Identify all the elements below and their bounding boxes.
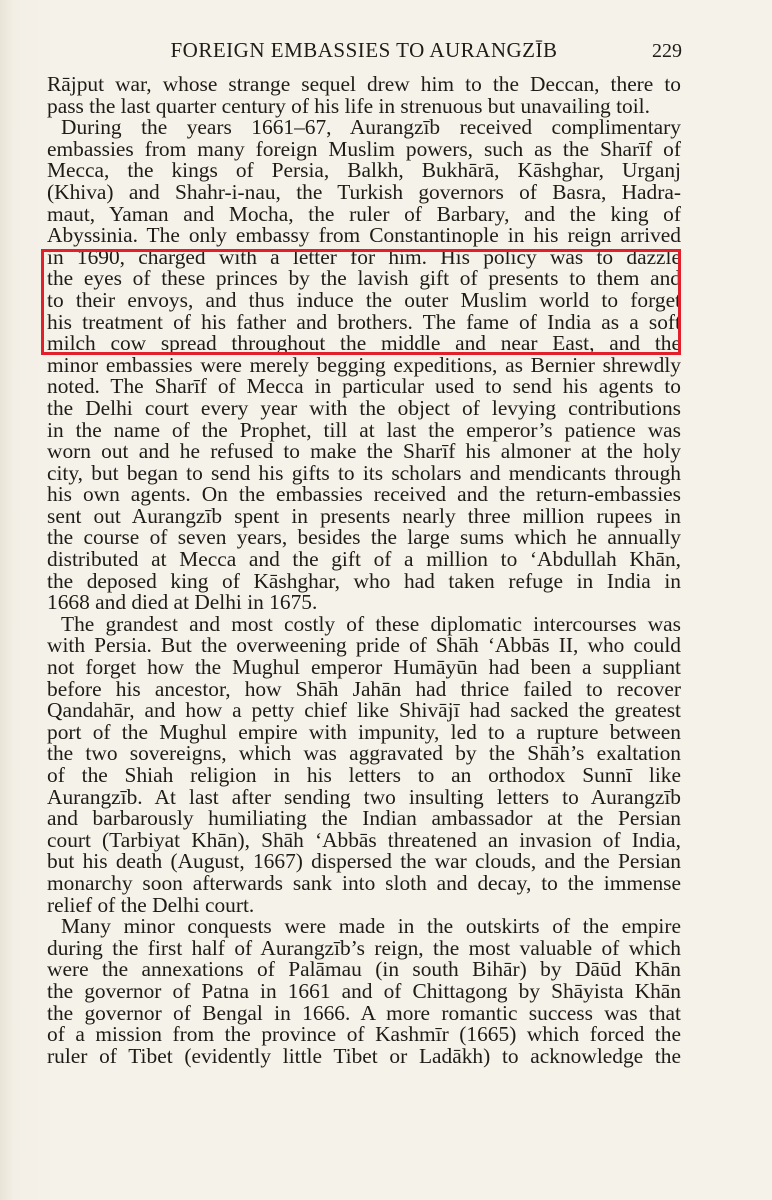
text-line: minor embassies were merely begging expeditions, as Bernier shrewdly xyxy=(47,352,681,377)
text-line: sent out Aurangzīb spent in presents nearly three million rupees in xyxy=(47,503,681,528)
text-line: in 1690, charged with a letter for him. His policy was to dazzle xyxy=(47,244,681,269)
text-line: his own agents. On the embassies received and the return-embassies xyxy=(47,482,681,507)
text-line: in the name of the Prophet, till at last the emperor’s patience was xyxy=(47,417,681,442)
text-line: pass the last quarter century of his life in strenuous but unavailing toil. xyxy=(47,93,650,118)
text-line: worn out and he refused to make the Sharīf his almoner at the holy xyxy=(47,439,681,464)
text-line: During the years 1661–67, Aurangzīb received complimentary xyxy=(61,115,681,140)
body-text xyxy=(47,74,681,1067)
text-line: 1668 and died at Delhi in 1675. xyxy=(47,590,318,615)
text-line: Mecca, the kings of Persia, Balkh, Bukhārā, Kāshghar, Urganj xyxy=(47,158,681,183)
text-line: Qandahār, and how a petty chief like Shivājī had sacked the greatest xyxy=(47,698,681,723)
text-line: court (Tarbiyat Khān), Shāh ‘Abbās threatened an invasion of India, xyxy=(47,827,681,852)
text-line: The grandest and most costly of these diplomatic intercourses was xyxy=(61,611,681,636)
text-line: maut, Yaman and Mocha, the ruler of Barbary, and the king of xyxy=(47,201,681,226)
text-line: port of the Mughul empire with impunity, led to a rupture between xyxy=(47,719,681,744)
text-line: (Khiva) and Shahr-i-nau, the Turkish governors of Basra, Hadra- xyxy=(47,179,681,204)
text-line: and barbarously humiliating the Indian ambassador at the Persian xyxy=(47,806,681,831)
text-line: city, but began to send his gifts to its scholars and mendicants through xyxy=(47,460,681,485)
text-line: embassies from many foreign Muslim powers, such as the Sharīf of xyxy=(47,136,681,161)
text-line: with Persia. But the overweening pride of Shāh ‘Abbās II, who could xyxy=(47,633,681,658)
text-line: the eyes of these princes by the lavish gift of presents to them and xyxy=(47,266,681,291)
text-line: were the annexations of Palāmau (in south Bihār) by Dāūd Khān xyxy=(47,957,681,982)
text-line: the deposed king of Kāshghar, who had taken refuge in India in xyxy=(47,568,681,593)
text-line: ruler of Tibet (evidently little Tibet or Ladākh) to acknowledge the xyxy=(47,1043,681,1068)
text-line: before his ancestor, how Shāh Jahān had thrice failed to recover xyxy=(47,676,681,701)
text-line: milch cow spread throughout the middle and near East, and the xyxy=(47,331,681,356)
text-line: not forget how the Mughul emperor Humāyūn had been a suppliant xyxy=(47,655,681,680)
page-number: 229 xyxy=(652,40,682,62)
text-line: the governor of Bengal in 1666. A more romantic success was that xyxy=(47,1000,681,1025)
text-line: Abyssinia. The only embassy from Constantinople in his reign arrived xyxy=(47,223,681,248)
text-line: Aurangzīb. At last after sending two insulting letters to Aurangzīb xyxy=(47,784,681,809)
text-line: but his death (August, 1667) dispersed the war clouds, and the Persian xyxy=(47,849,681,874)
text-line: to their envoys, and thus induce the outer Muslim world to forget xyxy=(47,287,681,312)
text-line: noted. The Sharīf of Mecca in particular used to send his agents to xyxy=(47,374,681,399)
text-line: relief of the Delhi court. xyxy=(47,892,255,917)
text-line: Rājput war, whose strange sequel drew him to the Deccan, there to xyxy=(47,72,681,96)
page-header xyxy=(46,38,682,68)
text-line: monarchy soon afterwards sank into sloth and decay, to the immense xyxy=(47,870,681,895)
text-line: the two sovereigns, which was aggravated by the Shāh’s exaltation xyxy=(47,741,681,766)
text-line: the course of seven years, besides the large sums which he annually xyxy=(47,525,681,550)
text-line: during the first half of Aurangzīb’s reign, the most valuable of which xyxy=(47,935,681,960)
text-line: his treatment of his father and brothers. The fame of India as a soft xyxy=(47,309,681,334)
text-line: of a mission from the province of Kashmīr (1665) which forced the xyxy=(47,1022,681,1047)
text-line: the governor of Patna in 1661 and of Chittagong by Shāyista Khān xyxy=(47,978,681,1003)
text-line: of the Shiah religion in his letters to an orthodox Sunnī like xyxy=(47,763,681,787)
text-line: distributed at Mecca and the gift of a million to ‘Abdullah Khān, xyxy=(47,547,681,572)
text-line: Many minor conquests were made in the outskirts of the empire xyxy=(61,914,681,939)
text-line: the Delhi court every year with the object of levying contributions xyxy=(47,395,681,420)
running-head: FOREIGN EMBASSIES TO AURANGZĪB xyxy=(170,38,558,62)
